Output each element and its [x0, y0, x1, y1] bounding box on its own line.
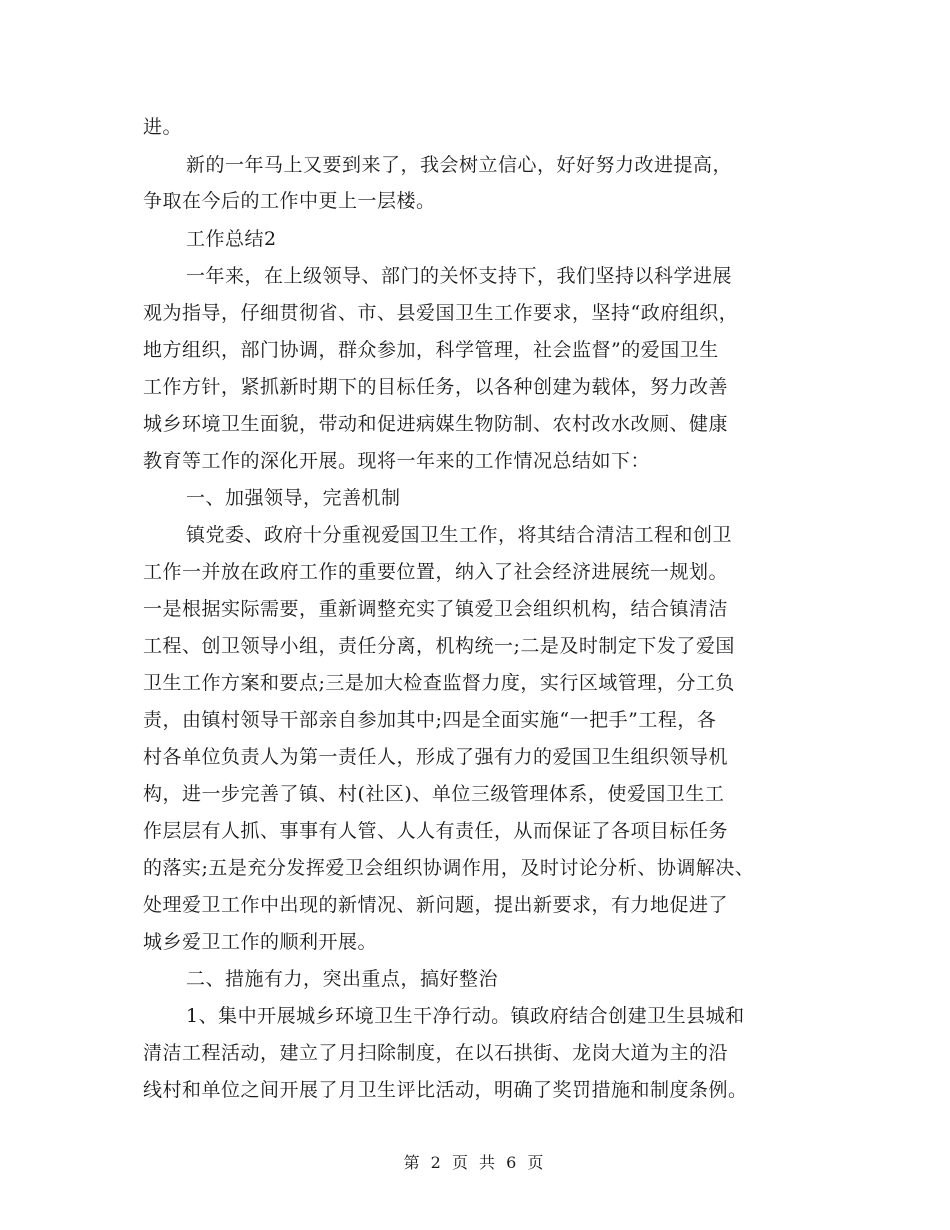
text-line: 一是根据实际需要，重新调整充实了镇爱卫会组织机构，结合镇清洁 [143, 598, 729, 620]
text-line: 地方组织，部门协调，群众参加，科学管理，社会监督”的爱国卫生 [143, 339, 719, 361]
text-line: 工程、创卫领导小组，责任分离，机构统一;二是及时制定下发了爱国 [143, 635, 735, 657]
text-line: 进。 [143, 116, 183, 138]
text-line: 1、集中开展城乡环境卫生干净行动。镇政府结合创建卫生县城和 [186, 1005, 745, 1027]
text-line: 教育等工作的深化开展。现将一年来的工作情况总结如下： [143, 450, 651, 472]
text-line: 处理爱卫工作中出现的新情况、新问题，提出新要求，有力地促进了 [143, 894, 729, 916]
text-line: 一年来，在上级领导、部门的关怀支持下，我们坚持以科学进展 [186, 265, 733, 287]
text-line: 清洁工程活动，建立了月扫除制度，在以石拱街、龙岗大道为主的沿 [143, 1042, 729, 1064]
text-line: 城乡环境卫生面貌，带动和促进病媒生物防制、农村改水改厕、健康 [143, 413, 729, 435]
text-line: 线村和单位之间开展了月卫生评比活动，明确了奖罚措施和制度条例。 [143, 1079, 748, 1101]
page-footer: 第 2 页 共 6 页 [403, 1153, 547, 1172]
section-heading: 二、措施有力，突出重点，搞好整治 [186, 968, 499, 990]
text-line: 卫生工作方案和要点;三是加大检查监督力度，实行区域管理，分工负 [143, 672, 735, 694]
text-line: 的落实;五是充分发挥爱卫会组织协调作用，及时讨论分析、协调解决、 [143, 857, 755, 879]
text-line: 工作方针，紧抓新时期下的目标任务，以各种创建为载体，努力改善 [143, 376, 729, 398]
section-heading: 一、加强领导，完善机制 [186, 487, 401, 509]
text-line: 责，由镇村领导干部亲自参加其中;四是全面实施“一把手”工程，各 [143, 709, 717, 731]
section-heading: 工作总结2 [186, 228, 277, 250]
text-line: 村各单位负责人为第一责任人，形成了强有力的爱国卫生组织领导机 [143, 746, 729, 768]
text-line: 新的一年马上又要到来了，我会树立信心，好好努力改进提高， [186, 154, 733, 176]
text-line: 城乡爱卫工作的顺利开展。 [143, 931, 378, 953]
text-line: 观为指导，仔细贯彻省、市、县爱国卫生工作要求，坚持“政府组织， [143, 302, 739, 324]
text-line: 争取在今后的工作中更上一层楼。 [143, 190, 436, 212]
text-line: 工作一并放在政府工作的重要位置，纳入了社会经济进展统一规划。 [143, 561, 729, 583]
text-line: 作层层有人抓、事事有人管、人人有责任，从而保证了各项目标任务 [143, 820, 729, 842]
text-line: 构，进一步完善了镇、村(社区)、单位三级管理体系，使爱国卫生工 [143, 783, 725, 805]
text-line: 镇党委、政府十分重视爱国卫生工作，将其结合清洁工程和创卫 [186, 524, 733, 546]
